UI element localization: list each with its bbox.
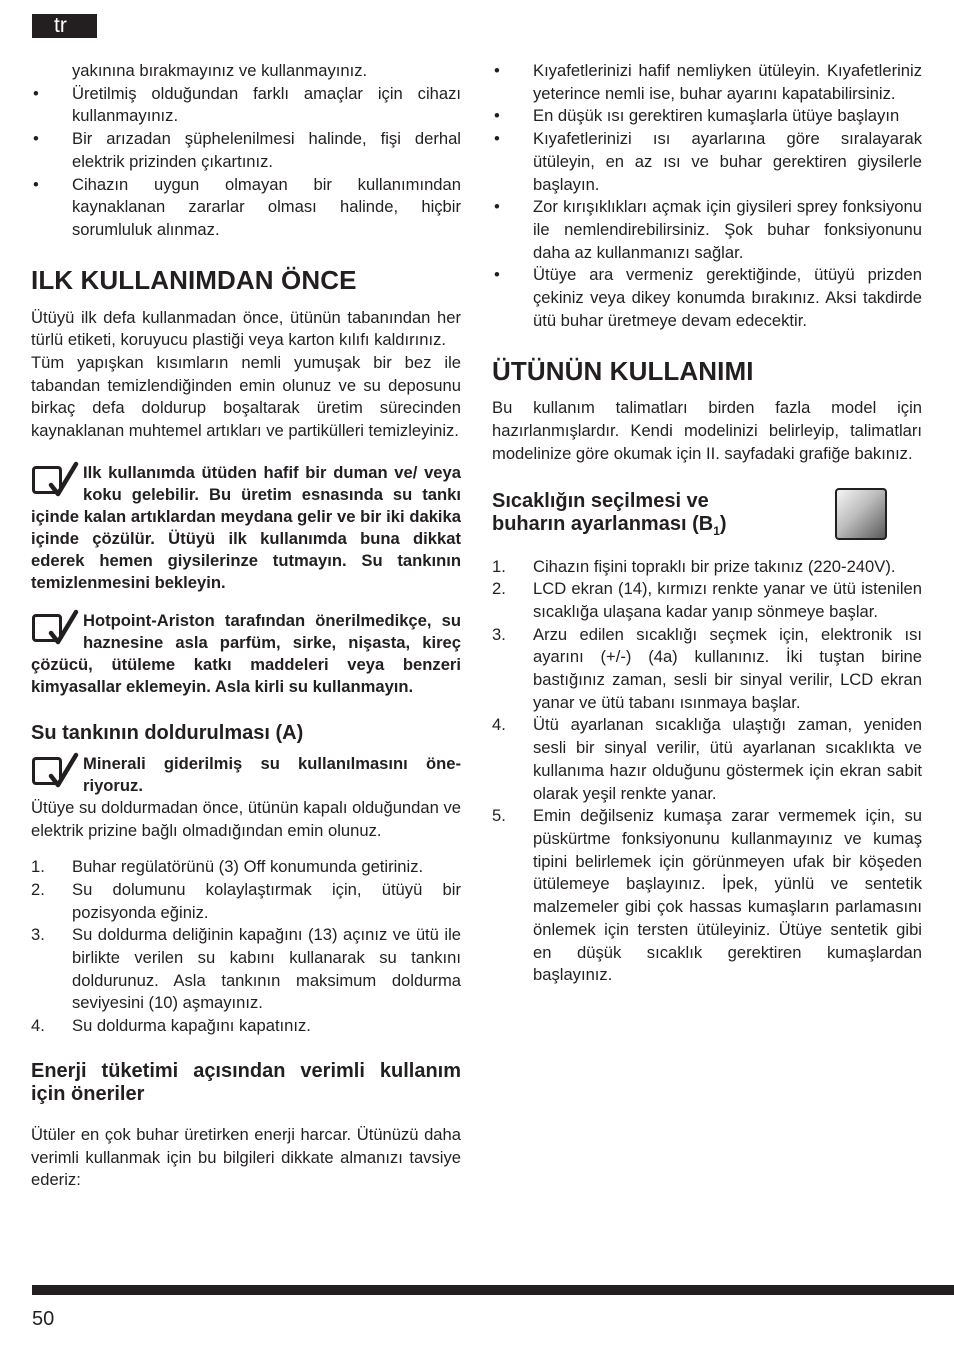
temperature-steps (492, 556, 922, 987)
list-item: 3. Arzu edilen sıcaklığı seçmek için, elektronik ısı ayarını (+/-) (4a) kullanınız. İki tuştan birine bastığınız zaman, sesli bir sinyal verilir, LCD ekran yanar ve ütü tabanı ısınmaya başlar. (492, 624, 922, 712)
list-item: 3. Su doldurma deliğinin kapağını (13) açınız ve ütü ile birlikte verilen su kabını kullanarak su tankını doldurunuz. Asla tankının maksimum doldurma seviyesini (10) aşmayınız. (31, 925, 461, 1013)
first-use-paragraph-2: Tüm yapışkan kısımların nemli yumuşak bir bez ile tabandan temizlendiğinden emin olunuz ve su deposunu birkaç defa doldurup boşaltarak üretim sürecinden kaynaklanan muhtemel artıkları ve partikülleri temizleyiniz. (31, 353, 461, 441)
section-heading-temperature: Sıcaklığın seçilmesi ve buharın ayarlanması $(B_1)$ (492, 489, 727, 538)
list-item: 4. Ütü ayarlanan sıcaklığa ulaştığı zaman, yeniden sesli bir sinyal verilir, ütü ayarlanan sıcaklıkta ve kullanıma hazır olduğunu göstermek için ekran sabit olarak yeşil renkte yanar. (492, 715, 922, 803)
list-item: 2. LCD ekran (14), kırmızı renkte yanar ve ütü istenilen sıcaklığa ulaşana kadar yanıp sönmeye başlar. (492, 579, 922, 621)
list-item: 1. Cihazın fişini topraklı bir prize takınız (220-240V). (492, 556, 896, 576)
list-item: • Bir arızadan şüphelenilmesi halinde, fişi derhal elektrik prizinden çıkartınız. (33, 129, 461, 171)
footer-rule (32, 1285, 954, 1295)
note-smoke: Ilk kullanımda ütüden hafif bir duman ve/ veya koku gelebilir. Bu üretim esnasında su tankı içinde kalan artıklardan meydana gelir ve bir iki dakika içinde çözülür. Ütüyü ilk kullanımda buna dikkat ederek hemen giysilerinze tutmayın. Su tankının temizlenmesini bekleyin. (31, 462, 461, 592)
list-item: 2. Su dolumunu kolaylaştırmak için, ütüyü bir pozisyonda eğiniz. (31, 879, 461, 922)
right-column (492, 60, 922, 987)
left-column (31, 60, 461, 1192)
language-tab: tr (32, 14, 97, 38)
energy-tips-list (492, 60, 922, 332)
iron-use-paragraph: Bu kullanım talimatları birden fazla model için hazırlanmışlardır. Kendi modelinizi belirleyip, talimatları modelinize göre okumak için II. sayfadaki grafiğe bakınız. (492, 398, 922, 463)
water-tank-steps (31, 856, 461, 1038)
top-bullet-list (31, 83, 461, 242)
model-gradient-swatch-icon (835, 488, 887, 540)
list-item: • Ütüye ara vermeniz gerektiğinde, ütüyü prizden çekiniz veya dikey konumda bırakınız. Aksi takdirde ütü buhar üretmeye devam edecektir. (494, 265, 922, 330)
continuation-text: yakınına bırakmayınız ve kullanmayınız. (72, 61, 368, 80)
list-item: 4. Su doldurma kapağını kapatınız. (31, 1016, 311, 1036)
first-use-paragraph-1: Ütüyü ilk defa kullanmadan önce, ütünün tabanından her türlü etiketi, koruyucu plastiği veya karton kılıfı kaldırınız. (31, 307, 461, 350)
check-note-icon (31, 612, 77, 646)
page-number: 50 (32, 1308, 55, 1330)
section-heading-energy-tips: Enerji tüketimi açısından verimli kullanım için öneriler (31, 1059, 461, 1105)
energy-tips-paragraph: Ütüler en çok buhar üretirken enerji harcar. Ütünüzü daha verimli kullanmak için bu bilgileri dikkate almanızı tavsiye ederiz: (31, 1124, 461, 1190)
note-demineralized-water: Minerali giderilmiş su kullanılmasını öne-riyoruz. (31, 753, 461, 797)
note-additives: Hotpoint-Ariston tarafından önerilmedikçe, su haznesine asla parfüm, sirke, nişasta, kireç çözücü, ütüleme katkı maddeleri veya benzeri kimyasallar eklemeyin. Asla kirli su kullanmayın. (31, 610, 461, 696)
water-tank-paragraph: Ütüye su doldurmadan önce, ütünün kapalı olduğundan ve elektrik prizine bağlı olmadığından emin olunuz. (31, 797, 461, 840)
list-item: • Üretilmiş olduğundan farklı amaçlar için cihazı kullanmayınız. (33, 83, 461, 126)
check-note-icon (31, 755, 77, 789)
section-heading-iron-use: ÜTÜNÜN KULLANIMI (492, 356, 754, 387)
list-item: 5. Emin değilseniz kumaşa zarar vermemek için, su püskürtme fonksiyonunu kullanmayınız ve kumaş tipini belirlemek için görünmeyen ufak bir köşeden ütülemeye başlayınız. İpek, yünlü ve sentetik malzemeler gibi çok hassas kumaşların parlamasını önlemek için tersten ütüleyiniz. Ütüye sentetik gibi en düşük sıcaklık gerektiren kumaşlardan başlayınız. (492, 806, 922, 985)
list-item: • En düşük ısı gerektiren kumaşlarla ütüye başlayın (494, 106, 900, 126)
section-heading-water-tank: Su tankının doldurulması (A) (31, 721, 304, 744)
list-item: • Cihazın uygun olmayan bir kullanımından kaynaklanan zararlar olması halinde, hiçbir sorumluluk alınmaz. (33, 174, 461, 239)
list-item: 1. Buhar regülatörünü (3) Off konumunda getiriniz. (31, 857, 424, 877)
check-note-icon (31, 464, 77, 498)
temperature-heading-block (492, 490, 922, 546)
section-heading-first-use: ILK KULLANIMDAN ÖNCE (31, 264, 357, 295)
list-item: • Kıyafetlerinizi ısı ayarlarına göre sıralayarak ütüleyin, en az ısı ve buhar gerektiren giysilerle başlayın. (494, 129, 922, 194)
list-item: • Zor kırışıklıkları açmak için giysileri sprey fonksiyonu ile nemlendirebilirsiniz. Şok buhar fonksiyonunu daha az kullanmanızı sağlar. (494, 197, 922, 262)
list-item: • Kıyafetlerinizi hafif nemliyken ütüleyin. Kıyafetleriniz yeterince nemli ise, buhar ayarını kapatabilirsiniz. (494, 61, 922, 103)
